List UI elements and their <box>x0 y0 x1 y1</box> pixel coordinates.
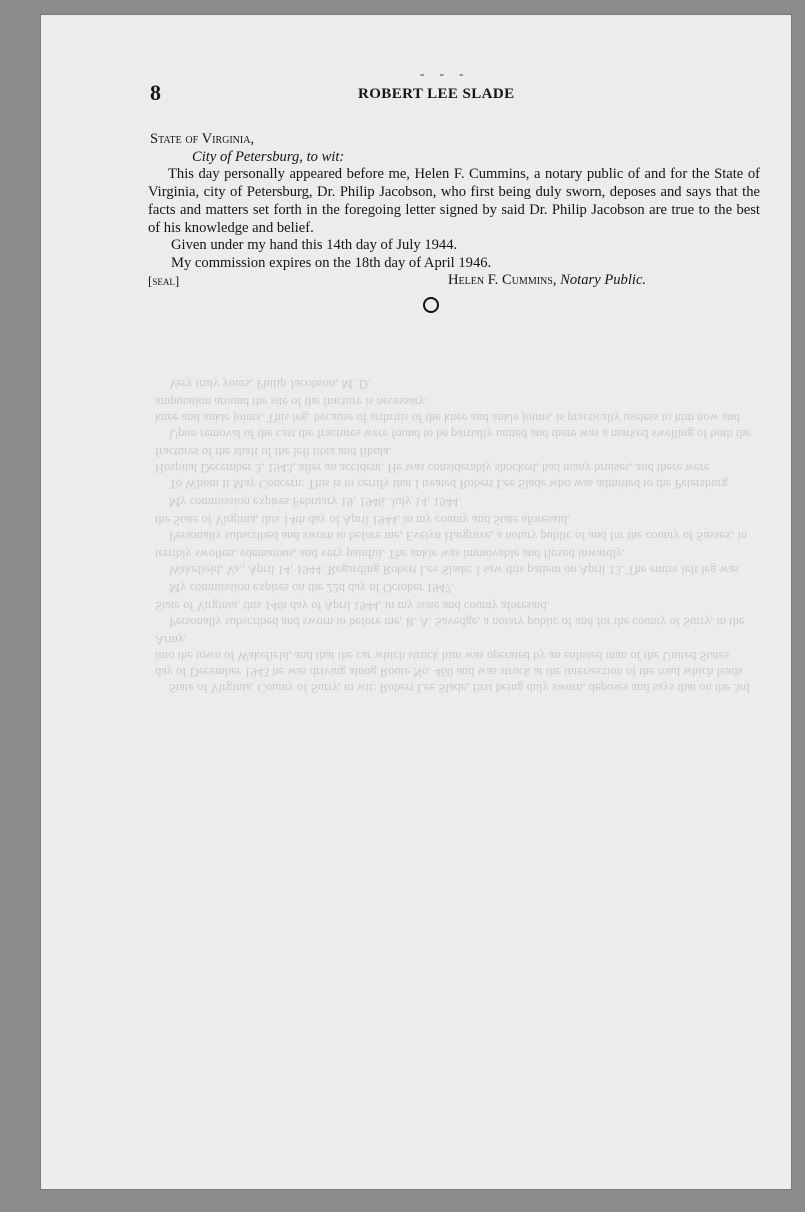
notary-name: Helen F. Cummins, <box>448 272 557 288</box>
bleed-through-paragraph: To Whom It May Concern: This is to certify that I treated Robert Lee Slade who was admitted to the Petersburg Hospital December 3, 1943, after an accident. He was considerably shocked, had many bruises, and there were fractures of the shaft of the left tibia and fibula. <box>155 445 728 491</box>
commission-line: My commission expires on the 18th day of April 1946. <box>171 255 492 271</box>
notary-signature <box>448 272 646 289</box>
punch-hole-circle <box>423 297 439 313</box>
bleed-through-paragraph: My commission expires February 19, 1946. July 14, 1944. <box>169 495 462 509</box>
running-head: ROBERT LEE SLADE <box>358 86 515 102</box>
bleed-through-paragraph: Very truly yours, Philip Jacobson, M. D. <box>169 377 372 391</box>
bleed-through-paragraph: Wakefield, Va., April 14, 1944. Regarding Robert Lee Slade: I saw this patient on April 13. The entire left leg was terribly swollen, edematous, and very painful. The ankle was immovable and flexed inwardly. <box>155 547 739 577</box>
head-marks: - - - <box>420 66 470 81</box>
bleed-through-paragraph: Personally subscribed and sworn to before me, R. A. Savedge, a notary public of and for the county of Surry, in the State of Virginia, this 14th day of April 1944, in my state and county aforesaid. <box>155 599 745 629</box>
venue-state: State of Virginia, <box>150 131 255 147</box>
bleed-through-paragraph: My commission expires on the 22d day of October 1947. <box>169 581 455 595</box>
page-number: 8 <box>150 80 161 105</box>
seal-mark: [seal] <box>148 273 180 288</box>
affidavit-body: This day personally appeared before me, Helen F. Cummins, a notary public of and for the State of Virginia, city of Petersburg, Dr. Philip Jacobson, who first being duly sworn, deposes and says that the facts and matters set forth in the foregoing letter signed by said Dr. Philip Jacobson are true to the best of his knowledge and belief. <box>148 166 760 236</box>
bleed-through-paragraph: Upon removal of the cast the fractures were found to be partially united and there was a marked swelling of both the knee and ankle joints. This leg, because of arthritis of the knee and ankle joints, is practically useless to him now and amputation around the site of the fracture is necessary. <box>155 395 752 441</box>
venue-city: City of Petersburg, to wit: <box>192 149 345 165</box>
given-line: Given under my hand this 14th day of July 1944. <box>171 237 458 253</box>
notary-title: Notary Public. <box>560 272 647 288</box>
page-content <box>40 14 792 1190</box>
document-page <box>40 14 792 1190</box>
bleed-through-paragraph: Personally subscribed and sworn to before me, Evelyn Hargrave, a notary public of and for the county of Sussex, in the State of Virginia, this 14th day of April 1944, in my county and State aforesaid. <box>155 513 748 543</box>
bleed-through-paragraph: State of Virginia, County of Surry, to wit: Robert Lee Slade, first being duly sworn, deposes and says that on the 3rd day of December 1943 he was driving along Route No. 460 and was struck at the intersection of the road which leads into the town of Wakefield, and that the car which struck him was operated by an enlisted man of the United States Army. <box>155 633 750 695</box>
